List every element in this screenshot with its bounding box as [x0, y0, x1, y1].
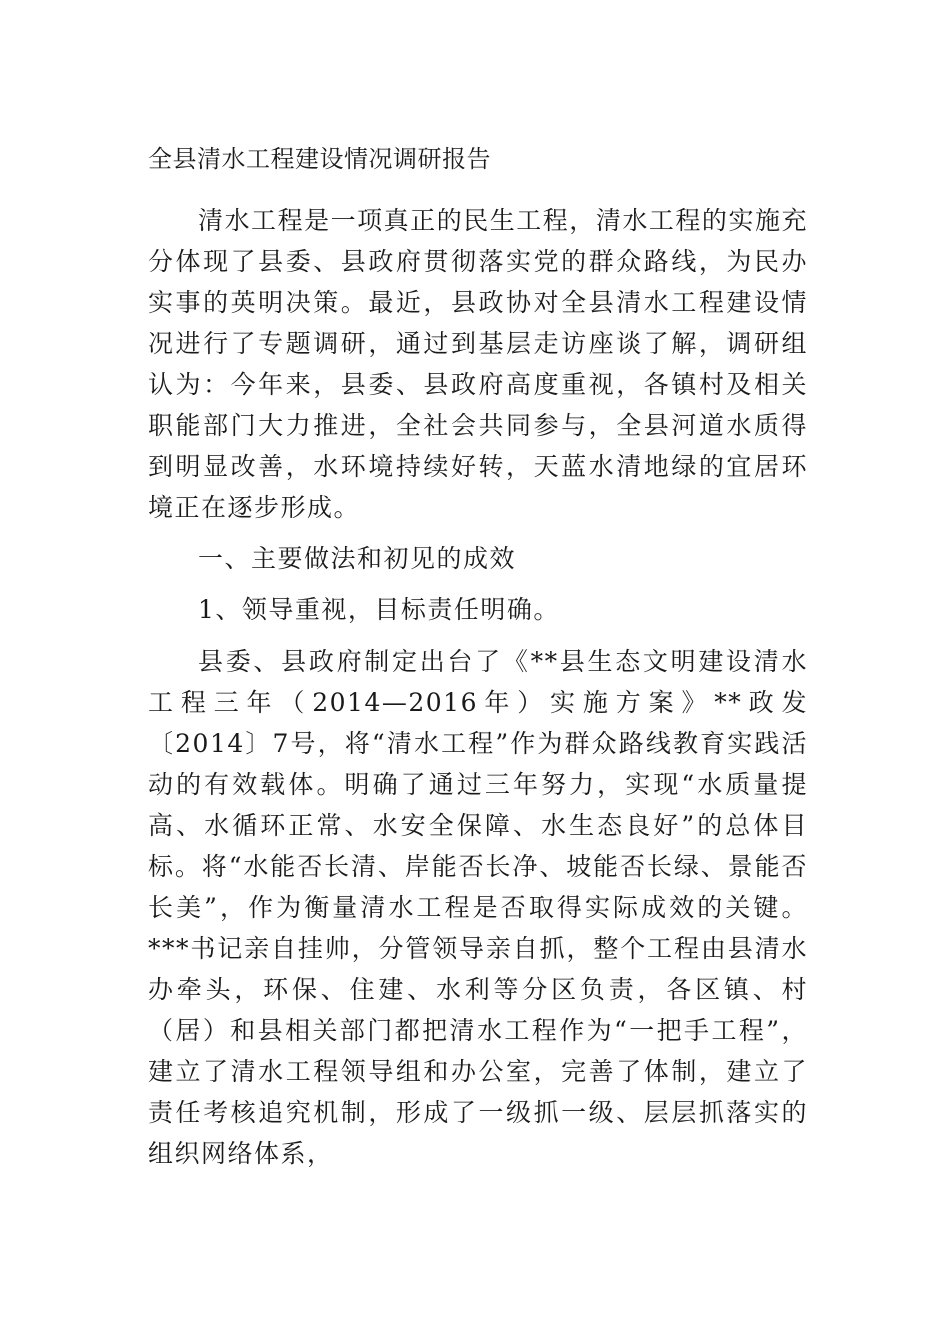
subsection-heading: 1、领导重视，目标责任明确。	[198, 595, 560, 624]
document-body	[148, 200, 808, 1174]
document-title: 全县清水工程建设情况调研报告	[148, 145, 491, 173]
body-paragraph: 县委、县政府制定出台了《**县生态文明建设清水工程三年（2014—2016年）实施方案》**政发〔2014〕7号，将“清水工程”作为群众路线教育实践活动的有效载体。明确了通过三年努力，实现“水质量提高、水循环正常、水安全保障、水生态良好”的总体目标。将“水能否长清、岸能否长净、坡能否长绿、景能否长美”，作为衡量清水工程是否取得实际成效的关键。***书记亲自挂帅，分管领导亲自抓，整个工程由县清水办牵头，环保、住建、水利等分区负责，各区镇、村（居）和县相关部门都把清水工程作为“一把手工程”，建立了清水工程领导组和办公室，完善了体制，建立了责任考核追究机制，形成了一级抓一级、层层抓落实的组织网络体系，	[148, 647, 808, 1168]
section-heading: 一、主要做法和初见的成效	[198, 544, 517, 573]
intro-paragraph: 清水工程是一项真正的民生工程，清水工程的实施充分体现了县委、县政府贯彻落实党的群众路线，为民办实事的英明决策。最近，县政协对全县清水工程建设情况进行了专题调研，通过到基层走访座谈了解，调研组认为：今年来，县委、县政府高度重视，各镇村及相关职能部门大力推进，全社会共同参与，全县河道水质得到明显改善，水环境持续好转，天蓝水清地绿的宜居环境正在逐步形成。	[148, 206, 808, 522]
